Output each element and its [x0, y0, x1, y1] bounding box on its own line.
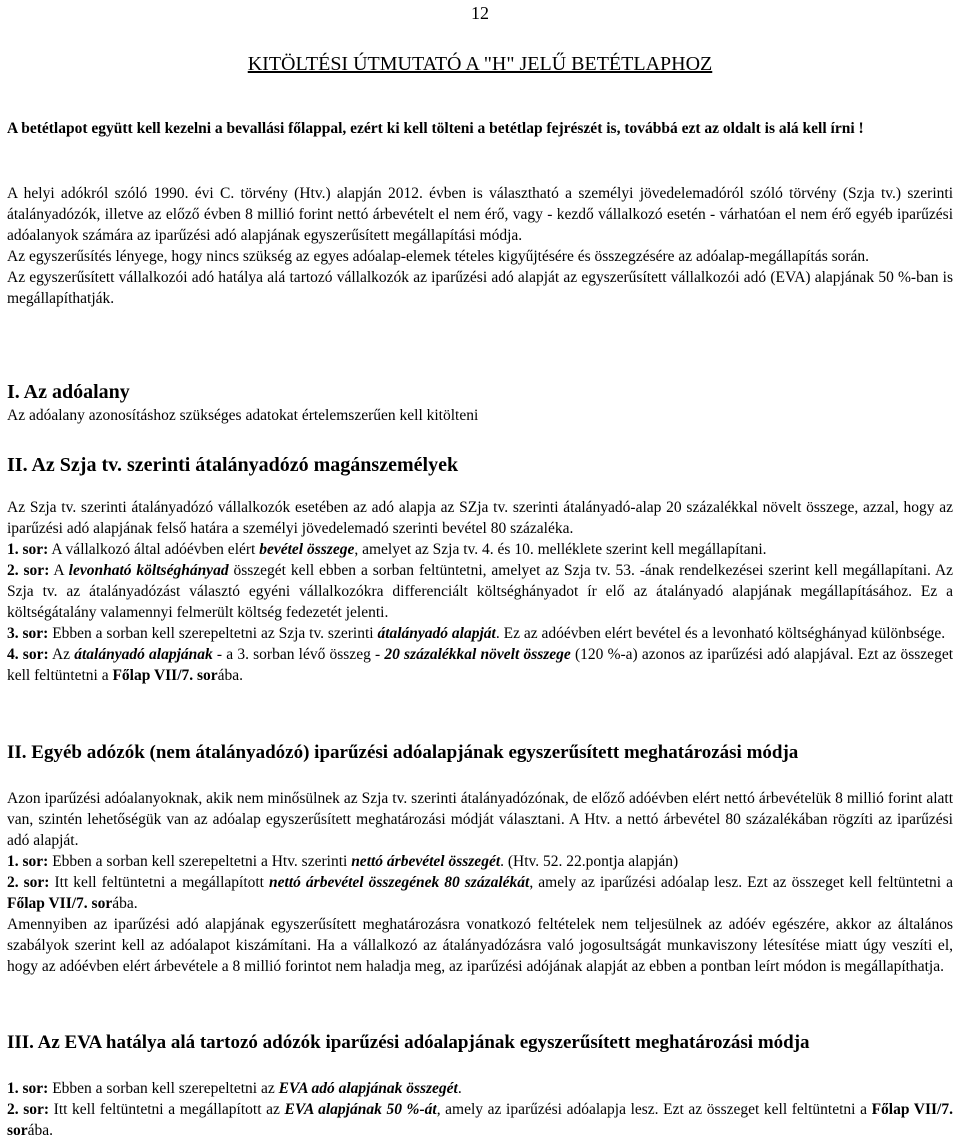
row-label: 2. sor: — [7, 562, 50, 579]
row-text: Itt kell feltüntetni a megállapított az — [49, 1101, 285, 1118]
intro-section — [7, 118, 953, 139]
row-text: összegét kell ebben a sorban feltüntetni, amelyet az Szja tv. 53. -ának rendelkezései szerint kell megállapítani. Az Szja tv. az átalányadózást választó egyéni vállalkozókra differenciált költséghányadot ír elő az átalányadó alapjának megállapításához. Ez a költségátalány valamennyi felmerült költség fedezetét jelenti. — [7, 562, 954, 621]
row-emphasis: nettó árbevétel összegének 80 százalékát — [269, 874, 530, 891]
row-emphasis: 20 százalékkal növelt összege — [384, 646, 571, 663]
row-text: - a 3. sorban lévő összeg - — [212, 646, 385, 663]
section-heading-4: III. Az EVA hatálya alá tartozó adózók iparűzési adóalapjának egyszerűsített meghatározási módja — [7, 1032, 810, 1053]
page-number: 12 — [471, 3, 489, 23]
section-2-row-3 — [7, 623, 953, 644]
row-text: Ebben a sorban kell szerepeltetni az — [48, 1080, 279, 1097]
row-bold-ref: Főlap VII/7. sor — [112, 667, 218, 684]
row-text: . Ez az adóévben elért bevétel és a levonható költséghányad különbsége. — [495, 625, 946, 642]
row-bold-ref: Főlap VII/7. sor — [7, 895, 113, 912]
section-4-row-2 — [7, 1099, 953, 1141]
intro-bold-note: A betétlapot együtt kell kezelni a bevallási főlappal, ezért ki kell tölteni a betétlap fejrészét is, továbbá ezt az oldalt is alá kell írni ! — [7, 120, 864, 137]
section-szja-body — [7, 497, 953, 686]
section-heading-1: I. Az adóalany — [7, 381, 130, 403]
row-text: , amely az iparűzési adóalap lesz. Ezt az összeget kell feltüntetni a — [529, 874, 953, 891]
row-text: . (Htv. 52. 22.pontja alapján) — [500, 853, 679, 870]
section-2-intro: Az Szja tv. szerinti átalányadózó vállalkozók esetében az adó alapja az SZja tv. szerinti átalányadó-alap 20 százalékkal növelt összege, azzal, hogy az iparűzési adó alapjának felső határa a személyi jövedelemadó szerinti bevétel 80 százaléka. — [7, 499, 953, 537]
section-eva-heading-block — [7, 1030, 953, 1056]
row-label: 1. sor: — [7, 541, 49, 558]
row-emphasis: átalányadó alapját — [377, 625, 496, 642]
section-eva-body — [7, 1078, 953, 1141]
section-3-intro: Azon iparűzési adóalanyoknak, akik nem minősülnek az Szja tv. szerinti átalányadózónak, de előző adóévben elért nettó árbevételük 8 millió forint alatt van, szintén lehetőségük van az adóalap egyszerűsített meghatározási módját választani. A Htv. a nettó árbevétel 80 százalékában rögzíti az iparűzési adó alapját. — [7, 790, 953, 849]
row-text: , amely az iparűzési adóalapja lesz. Ezt az összeget kell feltüntetni a — [436, 1101, 872, 1118]
row-emphasis: nettó árbevétel összegét — [351, 853, 501, 870]
section-3-closing: Amennyiben az iparűzési adó alapjának egyszerűsített meghatározásra vonatkozó feltételek nem teljesülnek az adóév egészére, akkor az általános szabályok szerint kell az adóalapot kiszámítani. Ha a vállalkozó az átalányadózásra való jogosultságát munkaviszony létesítése miatt úgy veszíti el, hogy az adóévben elért árbevétele a 8 millió forintot nem haladja meg, az iparűzési adójának alapját az ebben a pontban leírt módon is megállapíthatja. — [7, 916, 953, 975]
section-heading-2: II. Az Szja tv. szerinti átalányadózó magánszemélyek — [7, 454, 459, 476]
row-text: , amelyet az Szja tv. 4. és 10. melléklete szerint kell megállapítani. — [354, 541, 767, 558]
section-heading-3: II. Egyéb adózók (nem átalányadózó) iparűzési adóalapjának egyszerűsített meghatározási módja — [7, 742, 799, 763]
section-2-row-4 — [7, 644, 953, 686]
row-text: Ebben a sorban kell szerepeltetni a Htv. szerinti — [48, 853, 352, 870]
section-adoalany — [7, 379, 953, 426]
intro-paragraphs — [7, 183, 953, 309]
intro-paragraph-1: A helyi adókról szóló 1990. évi C. törvény (Htv.) alapján 2012. évben is választható a személyi jövedelemadóról szóló törvény (Szja tv.) szerinti átalányadózók, illetve az előző évben 8 millió forint nettó árbevételt el nem érő, vagy - kezdő vállalkozó esetén - várhatóan el nem érő egyéb iparűzési adóalanyok számára az iparűzési adó alapjának egyszerűsített megállapítási módja. — [7, 185, 953, 244]
row-label: 3. sor: — [7, 625, 49, 642]
section-4-row-1 — [7, 1078, 953, 1099]
row-text: ába. — [112, 895, 138, 912]
section-egyeb-heading-block — [7, 740, 953, 766]
row-text: ába. — [27, 1122, 54, 1139]
row-emphasis: átalányadó alapjának — [74, 646, 213, 663]
row-text: ába. — [217, 667, 244, 684]
row-emphasis: EVA alapjának 50 %-át — [284, 1101, 437, 1118]
row-text: . — [457, 1080, 462, 1097]
section-2-row-2 — [7, 560, 953, 623]
section-szja-heading-block — [7, 452, 953, 478]
row-label: 2. sor: — [7, 1101, 50, 1118]
row-label: 2. sor: — [7, 874, 50, 891]
row-label: 4. sor: — [7, 646, 49, 663]
row-emphasis: EVA adó alapjának összegét — [278, 1080, 458, 1097]
row-text: Ebben a sorban kell szerepeltetni az Szja tv. szerinti — [48, 625, 378, 642]
page-title: KITÖLTÉSI ÚTMUTATÓ A "H" JELŰ BETÉTLAPHOZ — [247, 53, 713, 75]
section-3-row-2 — [7, 872, 953, 914]
intro-paragraph-3: Az egyszerűsített vállalkozói adó hatálya alá tartozó vállalkozók az iparűzési adó alapját az egyszerűsített vállalkozói adó (EVA) alapjának 50 %-ban is megállapíthatják. — [7, 269, 953, 307]
row-label: 1. sor: — [7, 853, 49, 870]
intro-paragraph-2: Az egyszerűsítés lényege, hogy nincs szükség az egyes adóalap-elemek tételes kigyűjtésére és összegzésére az adóalap-megállapítás során. — [7, 248, 870, 265]
row-emphasis: bevétel összege — [259, 541, 355, 558]
section-2-row-1 — [7, 539, 953, 560]
row-text: Az — [48, 646, 75, 663]
row-emphasis: levonható költséghányad — [68, 562, 229, 579]
row-label: 1. sor: — [7, 1080, 49, 1097]
row-bold-ref: Főlap VII/7. sor — [7, 1101, 953, 1139]
row-text: (120 %-a) azonos az iparűzési adó alapjával. Ezt az összeget kell feltüntetni a — [7, 646, 954, 684]
section-3-row-1 — [7, 851, 953, 872]
row-text: A — [49, 562, 69, 579]
section-1-text: Az adóalany azonosításhoz szükséges adatokat értelemszerűen kell kitölteni — [7, 407, 479, 424]
row-text: Itt kell feltüntetni a megállapított — [49, 874, 270, 891]
section-egyeb-body — [7, 788, 953, 977]
row-text: A vállalkozó által adóévben elért — [48, 541, 260, 558]
